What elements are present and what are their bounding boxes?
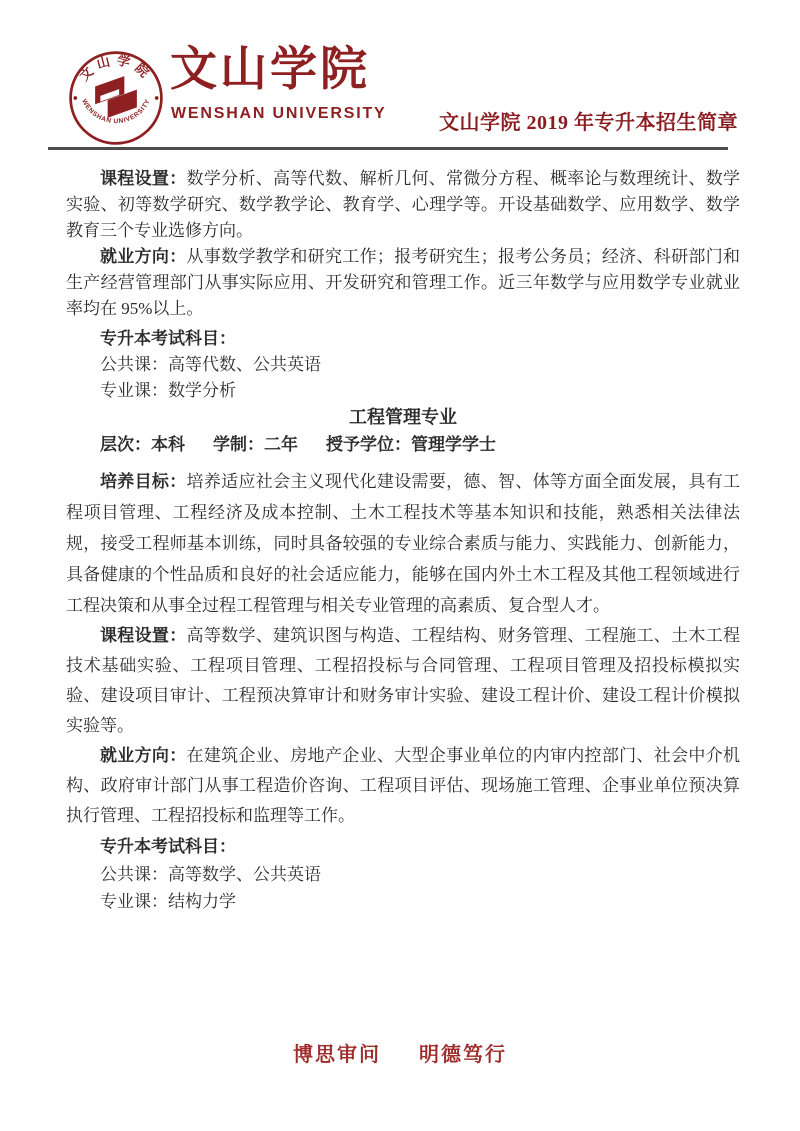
seal-bottom-text: WENSHAN UNIVERSITY [80, 98, 152, 126]
engineering-public-course: 公共课：高等数学、公共英语 [100, 865, 321, 884]
university-name-cn: 文山学院 [170, 42, 370, 97]
engineering-career-paragraph [66, 741, 740, 831]
motto-left: 博思审问 [293, 1042, 381, 1066]
math-major-course: 专业课：数学分析 [100, 381, 236, 400]
math-career-paragraph [66, 244, 740, 322]
page-footer [0, 1038, 800, 1067]
math-course-paragraph [66, 166, 740, 244]
seal-emblem [95, 76, 137, 118]
engineering-objective-text: 培养适应社会主义现代化建设需要，德、智、体等方面全面发展，具有工程项目管理、工程经济及成本控制、土木工程技术等基本知识和技能，熟悉相关法律法规，接受工程师基本训练，同时具备较强的专业综合素质与能力、实践能力、创新能力，具备健康的个性品质和良好的社会适应能力，能够在国内外土木工程及其他工程领域进行工程决策和从事全过程工程管理与相关专业管理的高素质、复合型人才。 [66, 472, 741, 615]
engineering-career-label: 就业方向： [100, 746, 187, 765]
engineering-objective-paragraph [66, 466, 740, 621]
math-major-section [66, 166, 740, 404]
engineering-section-title: 工程管理专业 [349, 407, 457, 427]
engineering-major-course: 专业课：结构力学 [100, 892, 236, 911]
engineering-career-text: 在建筑企业、房地产企业、大型企事业单位的内审内控部门、社会中介机构、政府审计部门从事工程造价咨询、工程项目评估、现场施工管理、企事业单位预决算执行管理、工程招投标和监理等工作。 [66, 746, 741, 825]
header-divider [48, 147, 728, 150]
engineering-course-paragraph [66, 621, 740, 741]
meta-degree: 授予学位：管理学学士 [326, 435, 496, 454]
document-body [66, 166, 740, 915]
engineering-objective-label: 培养目标： [100, 472, 187, 491]
math-career-label: 就业方向： [100, 247, 187, 266]
engineering-meta-line [66, 430, 740, 460]
engineering-course-text: 高等数学、建筑识图与构造、工程结构、财务管理、工程施工、土木工程技术基础实验、工程项目管理、工程招投标与合同管理、工程项目管理及招投标模拟实验、建设项目审计、工程预决算审计和财务审计实验、建设工程计价、建设工程计价模拟实验等。 [66, 626, 741, 735]
university-name-en: WENSHAN UNIVERSITY [171, 105, 387, 122]
motto-right: 明德笃行 [419, 1042, 507, 1066]
math-career-text: 从事数学教学和研究工作；报考研究生；报考公务员；经济、科研部门和生产经营管理部门从事实际应用、开发研究和管理工作。近三年数学与应用数学专业就业率均在 95%以上。 [66, 247, 741, 318]
math-course-text: 数学分析、高等代数、解析几何、常微分方程、概率论与数理统计、数学实验、初等数学研究、数学教学论、教育学、心理学等。开设基础数学、应用数学、数学教育三个专业选修方向。 [66, 169, 741, 240]
engineering-course-label: 课程设置： [100, 626, 187, 645]
page-header [0, 0, 800, 150]
document-title: 文山学院 2019 年专升本招生简章 [439, 112, 738, 134]
engineering-major-section [66, 404, 740, 915]
seal-top-text: 文山学院 [77, 53, 155, 85]
math-public-course: 公共课：高等代数、公共英语 [100, 355, 321, 374]
meta-level: 层次：本科 [100, 435, 185, 454]
math-course-label: 课程设置： [100, 169, 187, 188]
math-exam-heading: 专升本考试科目： [100, 329, 236, 348]
university-seal-icon [68, 50, 164, 146]
engineering-exam-heading: 专升本考试科目： [100, 837, 236, 856]
meta-duration: 学制：二年 [213, 435, 298, 454]
